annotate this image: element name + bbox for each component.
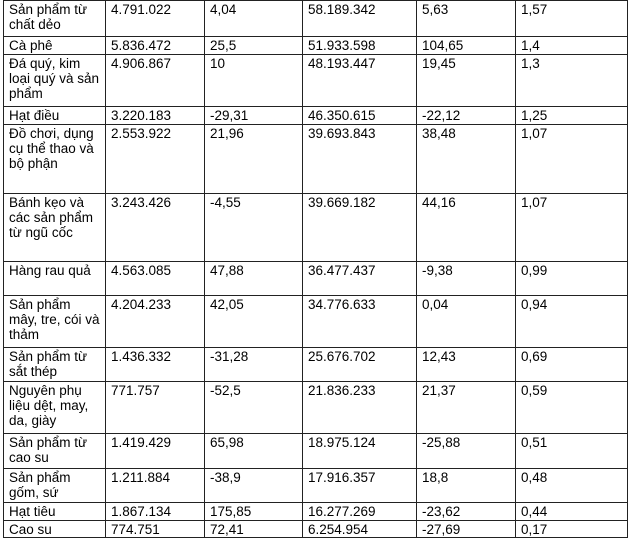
change-percent-cell: -4,55 bbox=[205, 194, 303, 262]
product-name-cell: Sản phẩm từ chất dẻo bbox=[4, 1, 106, 37]
change-percent-cell: -38,9 bbox=[205, 469, 303, 503]
share-percent-cell: 0,48 bbox=[516, 469, 628, 503]
change-percent-cell: -29,31 bbox=[205, 107, 303, 125]
value-cell: 25.676.702 bbox=[303, 348, 417, 382]
value-cell: 1.436.332 bbox=[106, 348, 205, 382]
value-cell: 4.906.867 bbox=[106, 55, 205, 107]
change-percent-cell: 175,85 bbox=[205, 503, 303, 521]
share-percent-cell: 1,4 bbox=[516, 37, 628, 55]
product-name-cell: Đồ chơi, dụng cụ thể thao và bộ phận bbox=[4, 125, 106, 194]
value-cell: 1.419.429 bbox=[106, 434, 205, 469]
change-percent-cell: -9,38 bbox=[417, 262, 516, 296]
value-cell: 34.776.633 bbox=[303, 296, 417, 348]
table-row bbox=[4, 125, 628, 194]
share-percent-cell: 0,59 bbox=[516, 382, 628, 434]
product-name-cell: Sản phẩm từ cao su bbox=[4, 434, 106, 469]
value-cell: 1.867.134 bbox=[106, 503, 205, 521]
table-row bbox=[4, 434, 628, 469]
value-cell: 1.211.884 bbox=[106, 469, 205, 503]
table-row bbox=[4, 296, 628, 348]
change-percent-cell: 25,5 bbox=[205, 37, 303, 55]
share-percent-cell: 1,3 bbox=[516, 55, 628, 107]
product-name-cell: Nguyên phụ liệu dệt, may, da, giày bbox=[4, 382, 106, 434]
table-row bbox=[4, 194, 628, 262]
share-percent-cell: 1,57 bbox=[516, 1, 628, 37]
change-percent-cell: 0,04 bbox=[417, 296, 516, 348]
table-row bbox=[4, 521, 628, 538]
value-cell: 4.563.085 bbox=[106, 262, 205, 296]
change-percent-cell: -22,12 bbox=[417, 107, 516, 125]
value-cell: 51.933.598 bbox=[303, 37, 417, 55]
change-percent-cell: 104,65 bbox=[417, 37, 516, 55]
change-percent-cell: -27,69 bbox=[417, 521, 516, 538]
value-cell: 774.751 bbox=[106, 521, 205, 538]
change-percent-cell: 12,43 bbox=[417, 348, 516, 382]
product-name-cell: Đá quý, kim loại quý và sản phẩm bbox=[4, 55, 106, 107]
value-cell: 4.204.233 bbox=[106, 296, 205, 348]
value-cell: 48.193.447 bbox=[303, 55, 417, 107]
change-percent-cell: 21,96 bbox=[205, 125, 303, 194]
value-cell: 3.243.426 bbox=[106, 194, 205, 262]
product-name-cell: Cao su bbox=[4, 521, 106, 538]
change-percent-cell: 21,37 bbox=[417, 382, 516, 434]
table-row bbox=[4, 262, 628, 296]
value-cell: 21.836.233 bbox=[303, 382, 417, 434]
share-percent-cell: 0,44 bbox=[516, 503, 628, 521]
change-percent-cell: 19,45 bbox=[417, 55, 516, 107]
value-cell: 46.350.615 bbox=[303, 107, 417, 125]
product-name-cell: Hạt điều bbox=[4, 107, 106, 125]
change-percent-cell: -52,5 bbox=[205, 382, 303, 434]
change-percent-cell: -23,62 bbox=[417, 503, 516, 521]
value-cell: 58.189.342 bbox=[303, 1, 417, 37]
change-percent-cell: -25,88 bbox=[417, 434, 516, 469]
change-percent-cell: 44,16 bbox=[417, 194, 516, 262]
change-percent-cell: 38,48 bbox=[417, 125, 516, 194]
value-cell: 18.975.124 bbox=[303, 434, 417, 469]
table-body bbox=[4, 1, 628, 538]
export-data-table bbox=[3, 0, 628, 538]
product-name-cell: Sản phẩm mây, tre, cói và thảm bbox=[4, 296, 106, 348]
value-cell: 39.693.843 bbox=[303, 125, 417, 194]
share-percent-cell: 0,69 bbox=[516, 348, 628, 382]
table-row bbox=[4, 348, 628, 382]
value-cell: 4.791.022 bbox=[106, 1, 205, 37]
value-cell: 39.669.182 bbox=[303, 194, 417, 262]
share-percent-cell: 1,07 bbox=[516, 125, 628, 194]
change-percent-cell: 42,05 bbox=[205, 296, 303, 348]
change-percent-cell: 72,41 bbox=[205, 521, 303, 538]
value-cell: 36.477.437 bbox=[303, 262, 417, 296]
change-percent-cell: 5,63 bbox=[417, 1, 516, 37]
share-percent-cell: 0,17 bbox=[516, 521, 628, 538]
value-cell: 3.220.183 bbox=[106, 107, 205, 125]
table-row bbox=[4, 55, 628, 107]
product-name-cell: Sản phẩm từ sắt thép bbox=[4, 348, 106, 382]
share-percent-cell: 0,94 bbox=[516, 296, 628, 348]
product-name-cell: Hạt tiêu bbox=[4, 503, 106, 521]
change-percent-cell: 4,04 bbox=[205, 1, 303, 37]
change-percent-cell: 18,8 bbox=[417, 469, 516, 503]
product-name-cell: Hàng rau quả bbox=[4, 262, 106, 296]
table-row bbox=[4, 107, 628, 125]
change-percent-cell: -31,28 bbox=[205, 348, 303, 382]
value-cell: 2.553.922 bbox=[106, 125, 205, 194]
value-cell: 5.836.472 bbox=[106, 37, 205, 55]
table-row bbox=[4, 469, 628, 503]
share-percent-cell: 1,25 bbox=[516, 107, 628, 125]
table-row bbox=[4, 503, 628, 521]
value-cell: 16.277.269 bbox=[303, 503, 417, 521]
value-cell: 771.757 bbox=[106, 382, 205, 434]
change-percent-cell: 65,98 bbox=[205, 434, 303, 469]
product-name-cell: Bánh kẹo và các sản phẩm từ ngũ cốc bbox=[4, 194, 106, 262]
change-percent-cell: 47,88 bbox=[205, 262, 303, 296]
change-percent-cell: 10 bbox=[205, 55, 303, 107]
value-cell: 6.254.954 bbox=[303, 521, 417, 538]
table-row bbox=[4, 1, 628, 37]
product-name-cell: Cà phê bbox=[4, 37, 106, 55]
share-percent-cell: 0,51 bbox=[516, 434, 628, 469]
product-name-cell: Sản phẩm gốm, sứ bbox=[4, 469, 106, 503]
table-row bbox=[4, 37, 628, 55]
value-cell: 17.916.357 bbox=[303, 469, 417, 503]
table-row bbox=[4, 382, 628, 434]
share-percent-cell: 1,07 bbox=[516, 194, 628, 262]
share-percent-cell: 0,99 bbox=[516, 262, 628, 296]
